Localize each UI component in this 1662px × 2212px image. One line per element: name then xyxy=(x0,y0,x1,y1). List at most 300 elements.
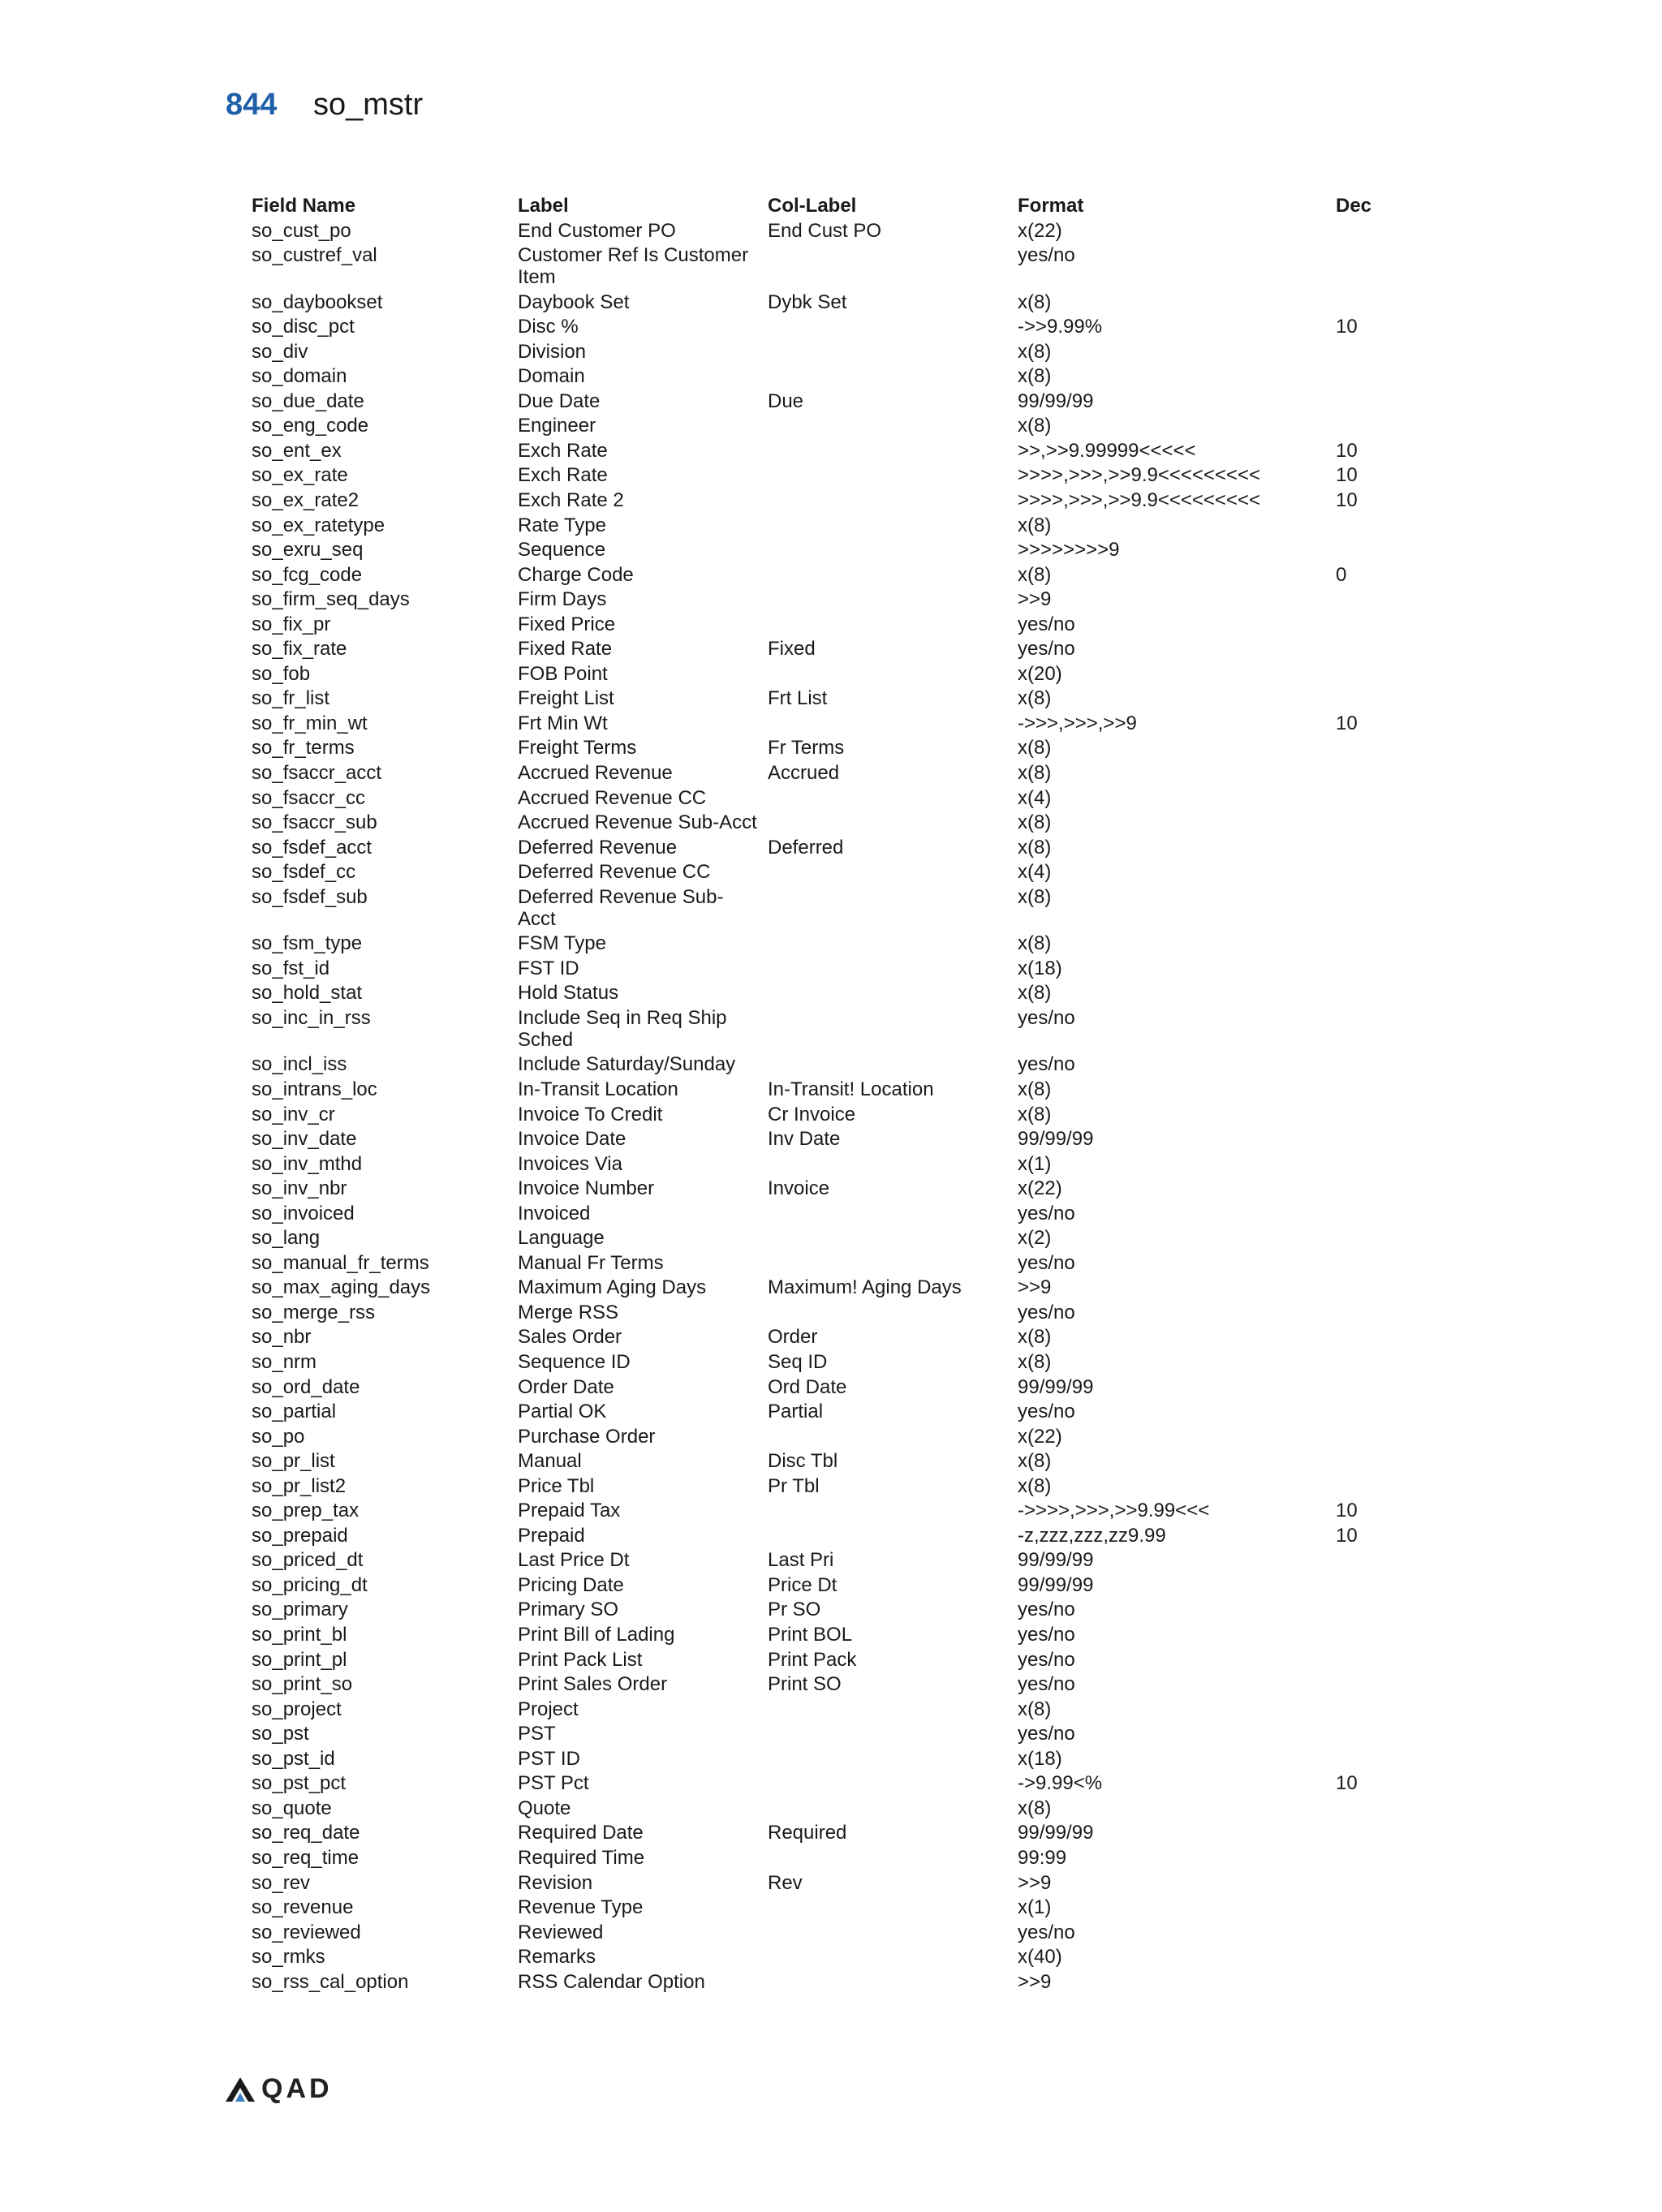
cell-format: x(8) xyxy=(1018,1450,1052,1473)
cell-col-label xyxy=(768,1971,1018,1996)
cell-field-name: so_domain xyxy=(252,365,347,388)
cell-dec xyxy=(1336,1624,1401,1649)
cell-label xyxy=(518,932,768,958)
cell-dec xyxy=(1336,1128,1401,1153)
cell-col-label: Seq ID xyxy=(768,1351,828,1374)
cell-label-text: Invoice To Credit xyxy=(518,1103,663,1125)
cell-field-name: so_nbr xyxy=(252,1326,312,1349)
cell-label xyxy=(518,861,768,886)
cell-field-name: so_inc_in_rss xyxy=(252,1006,371,1029)
cell-col-label xyxy=(768,1500,1018,1525)
cell-field-name: so_req_date xyxy=(252,1822,360,1844)
cell-dec xyxy=(1336,1351,1401,1376)
cell-label-text: Charge Code xyxy=(518,563,634,586)
table-header-row xyxy=(252,195,1401,220)
cell-format: yes/no xyxy=(1018,1673,1075,1696)
cell-dec xyxy=(1336,365,1401,390)
field-table xyxy=(252,195,1401,1995)
cell-label xyxy=(518,291,768,316)
cell-col-label xyxy=(768,932,1018,958)
cell-field-name: so_cust_po xyxy=(252,219,351,242)
cell-label-text: Exch Rate 2 xyxy=(518,488,624,511)
cell-field-name: so_po xyxy=(252,1425,305,1448)
table-row xyxy=(252,1128,1401,1153)
cell-format: x(22) xyxy=(1018,1177,1062,1200)
cell-dec xyxy=(1336,1574,1401,1599)
table-row xyxy=(252,762,1401,787)
table-row xyxy=(252,220,1401,245)
cell-label-text: Purchase Order xyxy=(518,1425,656,1448)
cell-format: x(8) xyxy=(1018,1474,1052,1497)
cell-format: yes/no xyxy=(1018,1251,1075,1274)
cell-col-label xyxy=(768,1426,1018,1451)
table-row xyxy=(252,982,1401,1007)
table-row xyxy=(252,1525,1401,1550)
cell-dec xyxy=(1336,220,1401,245)
cell-label-text: FST ID xyxy=(518,957,579,979)
cell-format: x(8) xyxy=(1018,340,1052,363)
cell-label-text: Exch Rate xyxy=(518,464,608,487)
cell-field-name: so_rev xyxy=(252,1871,311,1894)
cell-dec: 10 xyxy=(1336,316,1358,338)
cell-col-label xyxy=(768,415,1018,440)
cell-label-text: Deferred Revenue Sub-Acct xyxy=(518,885,724,930)
cell-dec xyxy=(1336,1599,1401,1624)
cell-dec xyxy=(1336,1946,1401,1971)
cell-label-text: Print Sales Order xyxy=(518,1673,668,1696)
cell-label xyxy=(518,1128,768,1153)
cell-col-label xyxy=(768,886,1018,933)
cell-format: >>>>,>>>,>>9.9<<<<<<<<< xyxy=(1018,464,1260,487)
table-row xyxy=(252,1276,1401,1302)
cell-format: ->>>,>>>,>>9 xyxy=(1018,712,1137,734)
cell-col-label: Ord Date xyxy=(768,1375,847,1398)
column-header-col-label: Col-Label xyxy=(768,195,857,217)
cell-format: x(8) xyxy=(1018,415,1052,437)
table-row xyxy=(252,1896,1401,1922)
cell-col-label xyxy=(768,440,1018,465)
cell-col-label xyxy=(768,958,1018,983)
table-row xyxy=(252,861,1401,886)
cell-format: x(8) xyxy=(1018,885,1052,908)
page-title: so_mstr xyxy=(313,88,424,122)
table-row xyxy=(252,1177,1401,1203)
cell-label-text: Fixed Price xyxy=(518,613,616,635)
cell-label xyxy=(518,1078,768,1104)
cell-col-label xyxy=(768,787,1018,812)
cell-label xyxy=(518,1302,768,1327)
cell-dec xyxy=(1336,588,1401,613)
cell-col-label xyxy=(768,663,1018,688)
cell-label-text: Prepaid Tax xyxy=(518,1500,621,1522)
cell-format: x(8) xyxy=(1018,514,1052,536)
cell-field-name: so_hold_stat xyxy=(252,982,363,1005)
cell-label xyxy=(518,1401,768,1426)
cell-col-label xyxy=(768,316,1018,341)
cell-label xyxy=(518,1896,768,1922)
cell-format: yes/no xyxy=(1018,1624,1075,1646)
cell-col-label xyxy=(768,1203,1018,1228)
cell-field-name: so_exru_seq xyxy=(252,539,364,562)
cell-format: x(8) xyxy=(1018,290,1052,313)
cell-field-name: so_nrm xyxy=(252,1351,317,1374)
cell-col-label: Price Dt xyxy=(768,1573,837,1596)
cell-dec: 10 xyxy=(1336,1500,1358,1522)
cell-format: 99/99/99 xyxy=(1018,1822,1094,1844)
cell-dec xyxy=(1336,1401,1401,1426)
cell-col-label xyxy=(768,982,1018,1007)
cell-label-text: In-Transit Location xyxy=(518,1078,678,1100)
cell-format: yes/no xyxy=(1018,244,1075,267)
cell-dec xyxy=(1336,1007,1401,1054)
table-row xyxy=(252,1549,1401,1574)
cell-format: >>>>>>>>9 xyxy=(1018,539,1120,562)
cell-format: x(18) xyxy=(1018,957,1062,979)
table-row xyxy=(252,489,1401,514)
cell-field-name: so_fsaccr_acct xyxy=(252,761,382,784)
cell-dec xyxy=(1336,687,1401,712)
cell-label-text: RSS Calendar Option xyxy=(518,1970,705,1993)
cell-col-label: Frt List xyxy=(768,687,828,710)
cell-label xyxy=(518,316,768,341)
table-row xyxy=(252,365,1401,390)
cell-field-name: so_fsaccr_sub xyxy=(252,811,377,834)
cell-dec xyxy=(1336,837,1401,862)
cell-format: x(2) xyxy=(1018,1227,1052,1250)
cell-col-label xyxy=(768,1153,1018,1178)
cell-label xyxy=(518,1276,768,1302)
cell-dec xyxy=(1336,762,1401,787)
cell-format: x(22) xyxy=(1018,219,1062,242)
cell-field-name: so_fsdef_acct xyxy=(252,836,372,859)
table-row xyxy=(252,1078,1401,1104)
cell-field-name: so_intrans_loc xyxy=(252,1078,377,1100)
cell-label xyxy=(518,638,768,663)
table-row xyxy=(252,1872,1401,1897)
cell-field-name: so_fr_terms xyxy=(252,737,355,760)
cell-col-label: Maximum! Aging Days xyxy=(768,1276,962,1299)
table-row xyxy=(252,1723,1401,1748)
cell-col-label xyxy=(768,564,1018,589)
cell-field-name: so_manual_fr_terms xyxy=(252,1251,429,1274)
cell-field-name: so_fsm_type xyxy=(252,932,363,955)
cell-dec xyxy=(1336,663,1401,688)
table-row xyxy=(252,958,1401,983)
cell-col-label xyxy=(768,1946,1018,1971)
cell-format: >>9 xyxy=(1018,1871,1052,1894)
cell-label xyxy=(518,244,768,291)
table-row xyxy=(252,613,1401,639)
cell-field-name: so_inv_cr xyxy=(252,1103,335,1125)
cell-dec xyxy=(1336,291,1401,316)
cell-label-text: Print Pack List xyxy=(518,1648,643,1671)
cell-label xyxy=(518,1872,768,1897)
table-row xyxy=(252,415,1401,440)
cell-format: x(8) xyxy=(1018,982,1052,1005)
cell-label-text: PST ID xyxy=(518,1747,580,1770)
cell-label-text: Customer Ref Is Customer Item xyxy=(518,244,749,289)
cell-label-text: Pricing Date xyxy=(518,1573,624,1596)
cell-field-name: so_project xyxy=(252,1698,342,1720)
cell-format: x(8) xyxy=(1018,836,1052,859)
cell-dec xyxy=(1336,982,1401,1007)
cell-field-name: so_print_bl xyxy=(252,1624,347,1646)
cell-col-label: Fr Terms xyxy=(768,737,845,760)
cell-col-label: Print Pack xyxy=(768,1648,857,1671)
cell-label xyxy=(518,489,768,514)
cell-dec xyxy=(1336,1748,1401,1773)
table-row xyxy=(252,1772,1401,1797)
cell-label-text: Sequence xyxy=(518,539,606,562)
cell-label-text: Invoice Date xyxy=(518,1128,626,1151)
cell-label-text: Manual xyxy=(518,1450,582,1473)
cell-dec xyxy=(1336,1797,1401,1823)
table-row xyxy=(252,440,1401,465)
cell-label xyxy=(518,1227,768,1252)
cell-dec xyxy=(1336,861,1401,886)
cell-format: yes/no xyxy=(1018,1648,1075,1671)
cell-label-text: PST xyxy=(518,1723,556,1745)
cell-dec xyxy=(1336,1723,1401,1748)
cell-format: x(22) xyxy=(1018,1425,1062,1448)
cell-label-text: FSM Type xyxy=(518,932,606,955)
cell-field-name: so_ent_ex xyxy=(252,439,342,462)
table-row xyxy=(252,1153,1401,1178)
cell-field-name: so_custref_val xyxy=(252,244,377,267)
cell-label xyxy=(518,220,768,245)
cell-col-label: Order xyxy=(768,1326,818,1349)
cell-label-text: Disc % xyxy=(518,316,579,338)
cell-col-label: Required xyxy=(768,1822,847,1844)
cell-format: x(8) xyxy=(1018,811,1052,834)
cell-label-text: Revision xyxy=(518,1871,593,1894)
cell-col-label: Cr Invoice xyxy=(768,1103,856,1125)
cell-col-label xyxy=(768,514,1018,540)
cell-label xyxy=(518,1351,768,1376)
cell-field-name: so_req_time xyxy=(252,1846,360,1869)
cell-label-text: Accrued Revenue Sub-Acct xyxy=(518,811,757,834)
cell-col-label: Rev xyxy=(768,1871,803,1894)
cell-format: >>9 xyxy=(1018,1970,1052,1993)
cell-label-text: Freight Terms xyxy=(518,737,637,760)
cell-col-label: In-Transit! Location xyxy=(768,1078,934,1100)
cell-dec xyxy=(1336,1847,1401,1872)
cell-field-name: so_merge_rss xyxy=(252,1301,376,1323)
cell-col-label xyxy=(768,489,1018,514)
cell-field-name: so_div xyxy=(252,340,308,363)
cell-label xyxy=(518,1153,768,1178)
cell-label-text: Firm Days xyxy=(518,588,607,611)
cell-label-text: Last Price Dt xyxy=(518,1549,630,1572)
cell-label xyxy=(518,1252,768,1277)
cell-format: >>>>,>>>,>>9.9<<<<<<<<< xyxy=(1018,488,1260,511)
cell-format: x(8) xyxy=(1018,1103,1052,1125)
cell-dec xyxy=(1336,539,1401,564)
table-row xyxy=(252,1649,1401,1674)
cell-label-text: End Customer PO xyxy=(518,219,676,242)
cell-dec xyxy=(1336,1426,1401,1451)
cell-col-label: Last Pri xyxy=(768,1549,834,1572)
cell-field-name: so_fsdef_sub xyxy=(252,885,368,908)
cell-field-name: so_fsaccr_cc xyxy=(252,786,366,809)
table-row xyxy=(252,316,1401,341)
cell-format: x(1) xyxy=(1018,1896,1052,1919)
cell-field-name: so_pst xyxy=(252,1723,309,1745)
cell-field-name: so_fr_min_wt xyxy=(252,712,368,734)
table-row xyxy=(252,932,1401,958)
cell-col-label xyxy=(768,1227,1018,1252)
table-row xyxy=(252,588,1401,613)
cell-label-text: Invoices Via xyxy=(518,1152,622,1175)
table-row xyxy=(252,1500,1401,1525)
cell-dec xyxy=(1336,1450,1401,1475)
cell-dec xyxy=(1336,1872,1401,1897)
cell-col-label: Fixed xyxy=(768,638,816,661)
cell-label-text: Include Saturday/Sunday xyxy=(518,1053,736,1076)
cell-col-label xyxy=(768,1772,1018,1797)
cell-label xyxy=(518,1053,768,1078)
cell-col-label: Disc Tbl xyxy=(768,1450,838,1473)
table-row xyxy=(252,737,1401,762)
cell-label-text: Include Seq in Req Ship Sched xyxy=(518,1006,727,1051)
cell-label xyxy=(518,1822,768,1847)
cell-field-name: so_ex_rate xyxy=(252,464,348,487)
cell-dec xyxy=(1336,1822,1401,1847)
cell-label xyxy=(518,712,768,738)
cell-format: yes/no xyxy=(1018,1006,1075,1029)
cell-field-name: so_pst_id xyxy=(252,1747,335,1770)
cell-format: x(8) xyxy=(1018,737,1052,760)
table-row xyxy=(252,1376,1401,1401)
cell-label-text: Remarks xyxy=(518,1946,596,1969)
cell-col-label xyxy=(768,539,1018,564)
cell-field-name: so_partial xyxy=(252,1401,337,1423)
cell-field-name: so_inv_nbr xyxy=(252,1177,347,1200)
cell-format: 99/99/99 xyxy=(1018,1549,1094,1572)
cell-format: yes/no xyxy=(1018,1301,1075,1323)
cell-col-label xyxy=(768,464,1018,489)
cell-label-text: Language xyxy=(518,1227,605,1250)
cell-dec xyxy=(1336,1549,1401,1574)
cell-field-name: so_pricing_dt xyxy=(252,1573,368,1596)
cell-col-label xyxy=(768,1053,1018,1078)
cell-label-text: Required Time xyxy=(518,1846,645,1869)
cell-dec xyxy=(1336,1053,1401,1078)
cell-field-name: so_incl_iss xyxy=(252,1053,347,1076)
table-row xyxy=(252,886,1401,933)
cell-label-text: Project xyxy=(518,1698,579,1720)
cell-col-label xyxy=(768,341,1018,366)
cell-label-text: Freight List xyxy=(518,687,614,710)
cell-field-name: so_disc_pct xyxy=(252,316,355,338)
table-row xyxy=(252,1847,1401,1872)
cell-format: 99/99/99 xyxy=(1018,1573,1094,1596)
cell-field-name: so_pst_pct xyxy=(252,1772,347,1795)
cell-field-name: so_revenue xyxy=(252,1896,354,1919)
cell-format: yes/no xyxy=(1018,1401,1075,1423)
cell-format: x(4) xyxy=(1018,861,1052,884)
cell-format: >>,>>9.99999<<<<< xyxy=(1018,439,1196,462)
cell-label xyxy=(518,1549,768,1574)
cell-label xyxy=(518,1772,768,1797)
table-row xyxy=(252,514,1401,540)
table-row xyxy=(252,564,1401,589)
table-body xyxy=(252,220,1401,1996)
table-row xyxy=(252,1599,1401,1624)
table-row xyxy=(252,1252,1401,1277)
cell-dec xyxy=(1336,415,1401,440)
table-row xyxy=(252,687,1401,712)
cell-label-text: Due Date xyxy=(518,389,601,412)
cell-dec xyxy=(1336,1922,1401,1947)
qad-logo-icon xyxy=(224,2076,256,2103)
cell-format: ->>9.99% xyxy=(1018,316,1103,338)
cell-field-name: so_inv_mthd xyxy=(252,1152,363,1175)
cell-col-label xyxy=(768,861,1018,886)
cell-label-text: Deferred Revenue xyxy=(518,836,678,859)
cell-format: >>9 xyxy=(1018,588,1052,611)
cell-label xyxy=(518,1450,768,1475)
cell-col-label: Dybk Set xyxy=(768,290,847,313)
cell-col-label: Pr Tbl xyxy=(768,1474,820,1497)
cell-field-name: so_priced_dt xyxy=(252,1549,364,1572)
cell-field-name: so_pr_list2 xyxy=(252,1474,347,1497)
cell-label xyxy=(518,886,768,933)
cell-col-label: Print SO xyxy=(768,1673,842,1696)
table-row xyxy=(252,1922,1401,1947)
cell-dec xyxy=(1336,1673,1401,1698)
cell-dec xyxy=(1336,1302,1401,1327)
cell-label xyxy=(518,514,768,540)
table-row xyxy=(252,1574,1401,1599)
cell-field-name: so_invoiced xyxy=(252,1202,355,1224)
cell-dec xyxy=(1336,1649,1401,1674)
cell-format: x(8) xyxy=(1018,1698,1052,1720)
cell-label xyxy=(518,1599,768,1624)
cell-dec xyxy=(1336,1177,1401,1203)
cell-label xyxy=(518,687,768,712)
cell-format: >>9 xyxy=(1018,1276,1052,1299)
table-row xyxy=(252,539,1401,564)
cell-format: yes/no xyxy=(1018,638,1075,661)
cell-label-text: Print Bill of Lading xyxy=(518,1624,675,1646)
cell-col-label xyxy=(768,244,1018,291)
cell-label xyxy=(518,1574,768,1599)
cell-format: yes/no xyxy=(1018,1599,1075,1621)
cell-label-text: Domain xyxy=(518,365,585,388)
cell-format: ->>>>,>>>,>>9.99<<< xyxy=(1018,1500,1210,1522)
cell-dec xyxy=(1336,787,1401,812)
cell-label-text: Division xyxy=(518,340,587,363)
table-row xyxy=(252,1007,1401,1054)
cell-label xyxy=(518,588,768,613)
column-header-label: Label xyxy=(518,195,569,217)
cell-format: x(8) xyxy=(1018,365,1052,388)
table-row xyxy=(252,1946,1401,1971)
cell-label-text: Revenue Type xyxy=(518,1896,644,1919)
table-row xyxy=(252,1053,1401,1078)
cell-dec xyxy=(1336,1104,1401,1129)
cell-label xyxy=(518,539,768,564)
cell-label xyxy=(518,1748,768,1773)
table-row xyxy=(252,1401,1401,1426)
cell-col-label: Deferred xyxy=(768,836,844,859)
cell-label-text: Order Date xyxy=(518,1375,614,1398)
cell-label-text: Accrued Revenue xyxy=(518,761,673,784)
cell-label-text: Primary SO xyxy=(518,1599,619,1621)
cell-dec xyxy=(1336,811,1401,837)
cell-col-label xyxy=(768,1748,1018,1773)
